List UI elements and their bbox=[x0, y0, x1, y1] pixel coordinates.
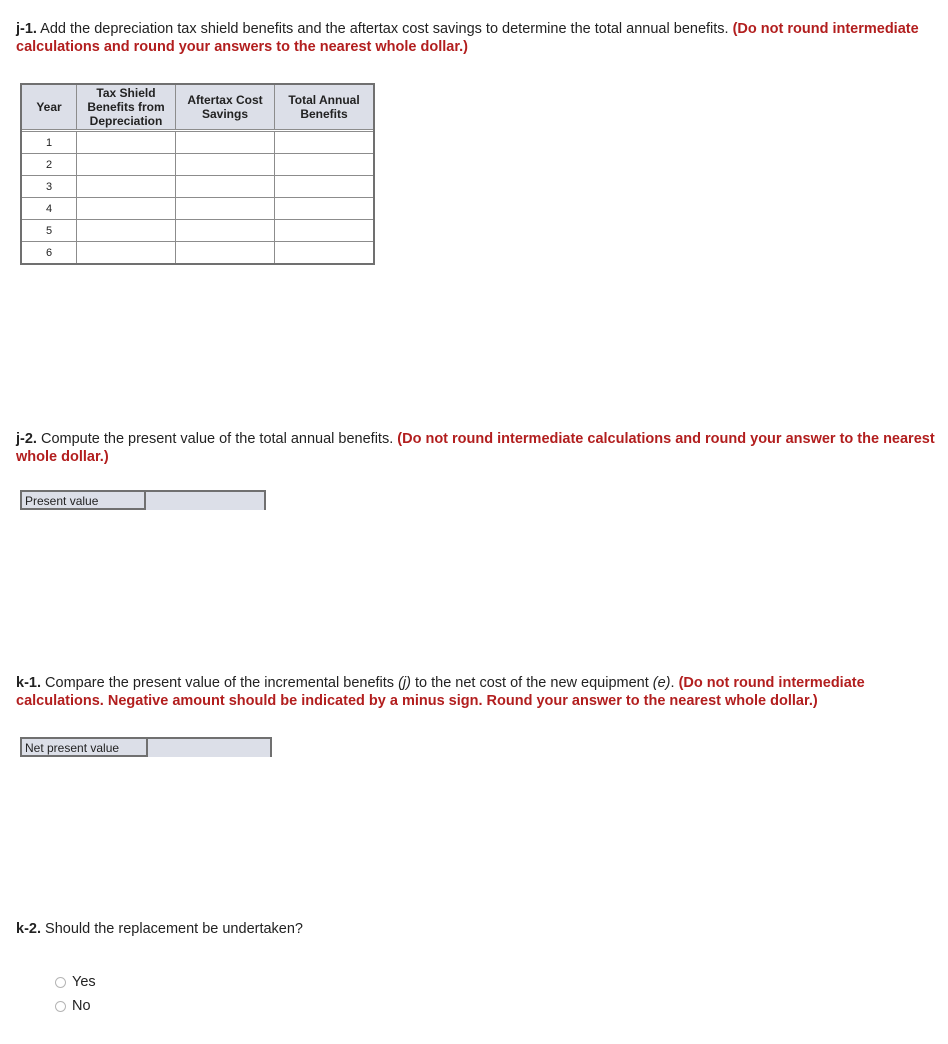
table-row bbox=[21, 154, 374, 176]
tax-shield-input[interactable] bbox=[80, 177, 172, 196]
tax-shield-input[interactable] bbox=[80, 199, 172, 218]
table-row bbox=[21, 198, 374, 220]
total-benefits-input[interactable] bbox=[278, 133, 370, 152]
radio-circle-icon[interactable] bbox=[55, 977, 66, 988]
question-label: k-2. bbox=[16, 921, 41, 937]
tax-shield-input[interactable] bbox=[80, 133, 172, 152]
header-year: Year bbox=[21, 84, 77, 130]
reference-e: (e) bbox=[652, 675, 671, 691]
question-instruction: (Do not round intermediate calculations and round your answers to the nearest whole dollar.) bbox=[16, 21, 919, 55]
aftertax-savings-input[interactable] bbox=[179, 199, 271, 218]
year-cell: 2 bbox=[21, 154, 77, 176]
question-k2 bbox=[16, 920, 940, 938]
question-text: Compute the present value of the total annual benefits. bbox=[36, 431, 398, 447]
table-header-row bbox=[21, 84, 374, 130]
year-cell: 5 bbox=[21, 220, 77, 242]
radio-option-no[interactable] bbox=[55, 994, 96, 1018]
header-tax-shield: Tax Shield Benefits from Depreciation bbox=[77, 84, 176, 130]
radio-circle-icon[interactable] bbox=[55, 1001, 66, 1012]
table-row bbox=[21, 176, 374, 198]
header-total-benefits: Total Annual Benefits bbox=[275, 84, 375, 130]
table-row bbox=[21, 220, 374, 242]
tax-shield-input[interactable] bbox=[80, 221, 172, 240]
total-benefits-input[interactable] bbox=[278, 221, 370, 240]
question-text: Add the depreciation tax shield benefits and the aftertax cost savings to determine the total annual benefits. bbox=[36, 21, 733, 37]
aftertax-savings-input[interactable] bbox=[179, 155, 271, 174]
total-benefits-input[interactable] bbox=[278, 177, 370, 196]
aftertax-savings-input[interactable] bbox=[179, 243, 271, 262]
year-cell: 1 bbox=[21, 132, 77, 154]
header-aftertax-savings: Aftertax Cost Savings bbox=[176, 84, 275, 130]
table-row bbox=[21, 132, 374, 154]
question-j2 bbox=[16, 430, 940, 466]
net-present-value-label: Net present value bbox=[22, 739, 148, 755]
total-benefits-input[interactable] bbox=[278, 155, 370, 174]
aftertax-savings-input[interactable] bbox=[179, 133, 271, 152]
year-cell: 6 bbox=[21, 242, 77, 265]
present-value-input[interactable] bbox=[146, 492, 264, 510]
question-text-c: . bbox=[670, 675, 679, 691]
table-row bbox=[21, 242, 374, 265]
question-text-b: to the net cost of the new equipment bbox=[410, 675, 653, 691]
question-k1 bbox=[16, 674, 940, 710]
question-label: k-1. bbox=[16, 675, 41, 691]
question-text: Should the replacement be undertaken? bbox=[41, 921, 303, 937]
radio-label[interactable]: No bbox=[72, 998, 91, 1014]
year-cell: 4 bbox=[21, 198, 77, 220]
total-benefits-input[interactable] bbox=[278, 243, 370, 262]
question-instruction: (Do not round intermediate calculations and round your answer to the nearest whole dollar.) bbox=[16, 431, 935, 465]
tax-shield-input[interactable] bbox=[80, 243, 172, 262]
question-label: j-2. bbox=[16, 431, 37, 447]
present-value-row bbox=[20, 490, 266, 510]
present-value-label: Present value bbox=[22, 492, 146, 508]
question-instruction: (Do not round intermediate calculations. Negative amount should be indicated by a minus sign. Round your answer to the nearest whole dollar.) bbox=[16, 675, 865, 709]
reference-j: (j) bbox=[398, 675, 411, 691]
aftertax-savings-input[interactable] bbox=[179, 221, 271, 240]
benefits-table bbox=[20, 83, 375, 265]
year-cell: 3 bbox=[21, 176, 77, 198]
tax-shield-input[interactable] bbox=[80, 155, 172, 174]
radio-option-yes[interactable] bbox=[55, 970, 96, 994]
question-text-a: Compare the present value of the incremental benefits bbox=[41, 675, 399, 691]
aftertax-savings-input[interactable] bbox=[179, 177, 271, 196]
total-benefits-input[interactable] bbox=[278, 199, 370, 218]
radio-label[interactable]: Yes bbox=[72, 974, 96, 990]
question-j1 bbox=[16, 20, 940, 56]
question-label: j-1. bbox=[16, 21, 37, 37]
replacement-radio-group bbox=[55, 970, 96, 1018]
net-present-value-input[interactable] bbox=[148, 739, 270, 757]
net-present-value-row bbox=[20, 737, 272, 757]
